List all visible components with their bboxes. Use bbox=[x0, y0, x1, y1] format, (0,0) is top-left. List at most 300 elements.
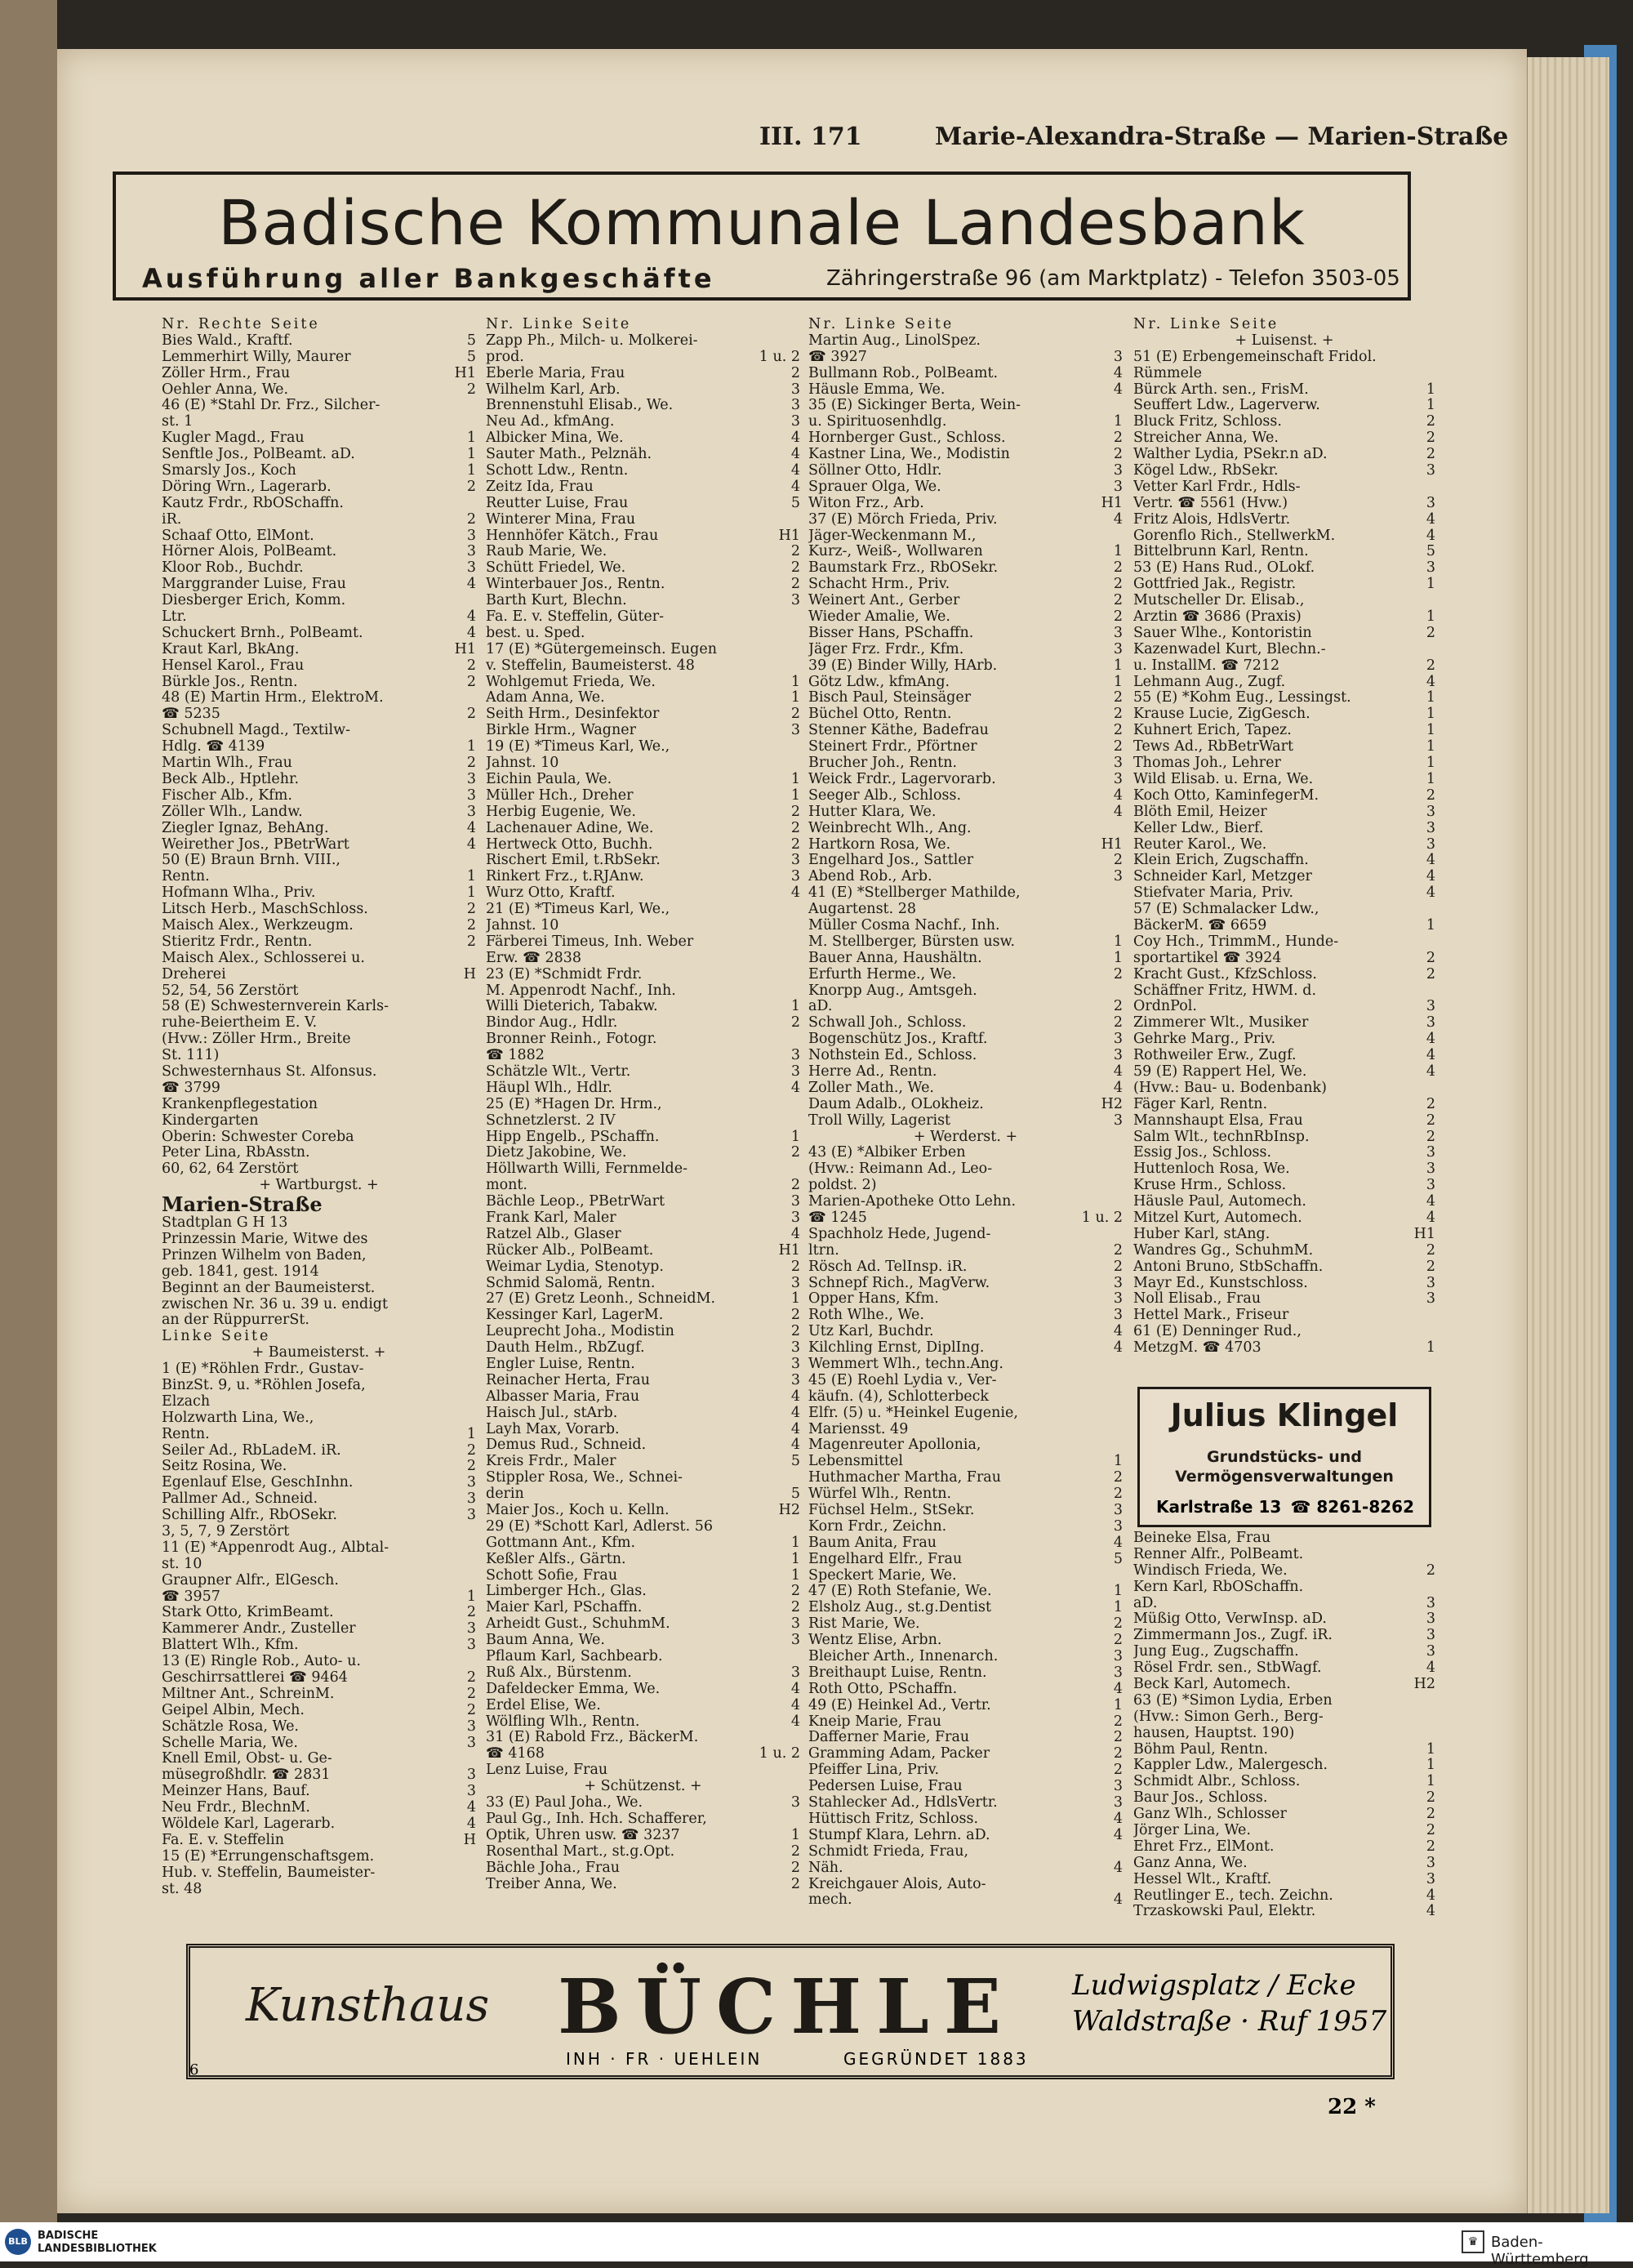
entry-floor: 1 bbox=[466, 447, 476, 463]
entry-text: 11 (E) *Appenrodt Aug., Albtal- bbox=[162, 1539, 389, 1556]
directory-entry bbox=[486, 1762, 800, 1779]
directory-entry bbox=[808, 739, 1123, 755]
entry-text: Lemmerhirt Willy, Maurer bbox=[162, 349, 351, 365]
entry-floor: 2 bbox=[1113, 430, 1123, 447]
directory-entry bbox=[486, 1389, 800, 1406]
entry-text: Bindor Aug., Hdlr. bbox=[486, 1015, 618, 1032]
entry-text: u. Spirituosenhdlg. bbox=[808, 414, 947, 430]
entry-floor: 1 bbox=[1426, 1340, 1435, 1357]
entry-floor: 3 bbox=[790, 869, 800, 885]
directory-entry bbox=[486, 528, 800, 545]
entry-floor: 1 bbox=[466, 885, 476, 902]
entry-text: BäckerM. ☎ 6659 bbox=[1133, 917, 1267, 933]
entry-floor: 4 bbox=[1426, 1048, 1435, 1064]
directory-entry bbox=[162, 398, 476, 414]
entry-text: Roth Otto, PSchaffn. bbox=[808, 1681, 958, 1697]
directory-entry bbox=[162, 317, 476, 333]
entry-text: Jahnst. 10 bbox=[486, 917, 559, 933]
entry-floor: 1 bbox=[1426, 398, 1435, 414]
entry-text: Speckert Marie, We. bbox=[808, 1567, 957, 1584]
directory-entry bbox=[486, 1844, 800, 1860]
entry-text: + Werderst. + bbox=[913, 1129, 1018, 1145]
directory-entry bbox=[808, 642, 1123, 658]
entry-text: Döring Wrn., Lagerarb. bbox=[162, 479, 331, 495]
directory-entry bbox=[162, 755, 476, 772]
entry-text: Häupl Wlh., Hdlr. bbox=[486, 1080, 612, 1096]
entry-text: Sprauer Olga, We. bbox=[808, 479, 941, 495]
entry-text: ☎ 3957 bbox=[162, 1588, 220, 1605]
entry-text: st. 10 bbox=[162, 1556, 202, 1572]
entry-text: M. Appenrodt Nachf., Inh. bbox=[486, 983, 676, 999]
entry-floor: 3 bbox=[1426, 1644, 1435, 1660]
entry-text: Beck Alb., Hptlehr. bbox=[162, 771, 300, 787]
directory-entry bbox=[486, 1649, 800, 1665]
entry-text: Zöller Wlh., Landw. bbox=[162, 804, 303, 820]
directory-entry bbox=[1133, 1758, 1435, 1774]
entry-text: Müller Cosma Nachf., Inh. bbox=[808, 917, 1000, 933]
entry-floor: 1 bbox=[466, 463, 476, 479]
directory-entry bbox=[808, 560, 1123, 577]
directory-entry bbox=[162, 1767, 476, 1784]
entry-floor: 2 bbox=[1113, 1259, 1123, 1275]
advert-klingel-name: Julius Klingel bbox=[1170, 1397, 1399, 1433]
entry-text: Witon Frz., Arb. bbox=[808, 495, 924, 511]
entry-floor: 3 bbox=[1113, 349, 1123, 365]
entry-text: Peter Lina, RbAsstn. bbox=[162, 1145, 310, 1161]
directory-entry bbox=[808, 1730, 1123, 1746]
entry-text: 60, 62, 64 Zerstört bbox=[162, 1161, 299, 1178]
entry-floor: 2 bbox=[466, 1459, 476, 1475]
entry-text: Kessinger Karl, LagerM. bbox=[486, 1308, 664, 1324]
entry-text: 3, 5, 7, 9 Zerstört bbox=[162, 1524, 290, 1540]
directory-entry bbox=[162, 1882, 476, 1898]
directory-entry bbox=[1133, 690, 1435, 706]
entry-text: Kappler Ldw., Malergesch. bbox=[1133, 1758, 1328, 1774]
entry-floor: 4 bbox=[1113, 1811, 1123, 1827]
directory-entry bbox=[486, 1259, 800, 1276]
entry-text: Huttenloch Rosa, We. bbox=[1133, 1161, 1290, 1178]
directory-entry bbox=[808, 366, 1123, 382]
entry-floor: 4 bbox=[1426, 1210, 1435, 1226]
entry-text: Weirether Jos., PBetrWart bbox=[162, 836, 349, 853]
entry-text: Breithaupt Luise, Rentn. bbox=[808, 1664, 987, 1681]
entry-text: Schnetzlerst. 2 IV bbox=[486, 1112, 616, 1129]
entry-floor: 3 bbox=[1113, 1518, 1123, 1535]
directory-entry bbox=[162, 837, 476, 853]
entry-text: Geipel Albin, Mech. bbox=[162, 1702, 305, 1718]
entry-text: Schwall Joh., Schloss. bbox=[808, 1015, 967, 1032]
entry-text: Ärztin ☎ 3686 (Praxis) bbox=[1133, 609, 1302, 626]
directory-entry bbox=[808, 544, 1123, 560]
entry-floor: 3 bbox=[1113, 479, 1123, 495]
directory-entry bbox=[162, 999, 476, 1015]
entry-floor: 3 bbox=[790, 1048, 800, 1064]
directory-entry bbox=[1133, 853, 1435, 869]
directory-entry bbox=[486, 479, 800, 496]
directory-entry bbox=[486, 1194, 800, 1210]
entry-floor: 3 bbox=[466, 1735, 476, 1751]
directory-entry bbox=[162, 512, 476, 528]
directory-entry bbox=[808, 1389, 1123, 1406]
directory-entry bbox=[162, 1264, 476, 1281]
entry-text: Raub Marie, We. bbox=[486, 544, 607, 560]
entry-floor: 2 bbox=[1426, 447, 1435, 463]
directory-entry bbox=[808, 414, 1123, 430]
entry-floor: 4 bbox=[1113, 1063, 1123, 1080]
directory-entry bbox=[486, 772, 800, 788]
directory-entry bbox=[1133, 366, 1435, 382]
entry-text: Nr. Linke Seite bbox=[808, 317, 954, 332]
entry-text: Kuhnert Erich, Tapez. bbox=[1133, 723, 1292, 739]
directory-entry bbox=[808, 1454, 1123, 1470]
entry-text: Fischer Alb., Kfm. bbox=[162, 787, 292, 804]
entry-text: Kern Karl, RbOSchaffn. bbox=[1133, 1579, 1304, 1595]
directory-entry bbox=[1133, 1161, 1435, 1178]
entry-floor: 2 bbox=[790, 1600, 800, 1616]
entry-text: Müller Hch., Dreher bbox=[486, 787, 634, 804]
entry-text: Mayr Ed., Kunstschloss. bbox=[1133, 1275, 1308, 1291]
entry-floor: 1 bbox=[790, 690, 800, 706]
entry-floor: 3 bbox=[1426, 1161, 1435, 1178]
entry-floor: 2 bbox=[1426, 950, 1435, 966]
directory-entry bbox=[486, 885, 800, 902]
entry-text: Vetter Karl Frdr., Hdls- bbox=[1133, 479, 1301, 495]
directory-entry bbox=[808, 1714, 1123, 1731]
entry-text: Pallmer Ad., Schneid. bbox=[162, 1491, 318, 1508]
entry-floor: 1 bbox=[790, 1129, 800, 1145]
entry-floor: 2 bbox=[1113, 1730, 1123, 1746]
entry-text: Stieritz Frdr., Rentn. bbox=[162, 933, 313, 950]
entry-text: Schmid Salomä, Rentn. bbox=[486, 1275, 656, 1291]
entry-text: Jäger Frz. Frdr., Kfm. bbox=[808, 641, 964, 657]
entry-floor: 2 bbox=[1113, 853, 1123, 869]
entry-floor: 3 bbox=[466, 787, 476, 804]
directory-entry bbox=[486, 430, 800, 447]
directory-entry bbox=[162, 1621, 476, 1638]
entry-text: 41 (E) *Stellberger Mathilde, bbox=[808, 885, 1021, 902]
directory-entry bbox=[808, 1308, 1123, 1324]
entry-text: Winterer Mina, Frau bbox=[486, 511, 636, 528]
entry-text: Brennenstuhl Elisab., We. bbox=[486, 398, 674, 414]
directory-entry bbox=[162, 1329, 476, 1345]
entry-floor: 2 bbox=[466, 511, 476, 528]
column-4-continued bbox=[1133, 1531, 1435, 1920]
entry-text: Stahlecker Ad., HdlsVertr. bbox=[808, 1795, 998, 1811]
entry-text: (Hvw.: Zöller Hrm., Breite bbox=[162, 1032, 351, 1048]
entry-text: Hub. v. Steffelin, Baumeister- bbox=[162, 1865, 376, 1881]
directory-entry bbox=[1133, 1807, 1435, 1823]
directory-entry bbox=[808, 690, 1123, 706]
entry-floor: 4 bbox=[790, 463, 800, 479]
entry-text: Rosenthal Mart., st.g.Opt. bbox=[486, 1843, 675, 1860]
entry-floor: 4 bbox=[1113, 365, 1123, 381]
entry-floor: 4 bbox=[1113, 804, 1123, 820]
entry-text: Schott Ldw., Rentn. bbox=[486, 463, 629, 479]
directory-entry bbox=[486, 1032, 800, 1048]
entry-floor: 4 bbox=[1426, 1887, 1435, 1904]
entry-floor: 2 bbox=[1426, 1129, 1435, 1145]
entry-text: Kautz Frdr., RbOSchaffn. bbox=[162, 495, 344, 511]
entry-text: Schütt Friedel, We. bbox=[486, 560, 626, 577]
state-name[interactable]: Baden-Württemberg bbox=[1491, 2234, 1589, 2268]
entry-floor: 3 bbox=[1113, 641, 1123, 657]
directory-entry bbox=[808, 1779, 1123, 1795]
directory-entry bbox=[1133, 755, 1435, 772]
directory-entry bbox=[1133, 1611, 1435, 1628]
directory-entry bbox=[162, 1410, 476, 1427]
blb-logo-icon[interactable]: BLB bbox=[5, 2229, 31, 2255]
entry-text: ruhe-Beiertheim E. V. bbox=[162, 1015, 318, 1032]
entry-floor: 3 bbox=[790, 853, 800, 869]
directory-entry bbox=[808, 479, 1123, 496]
entry-text: Willi Dieterich, Tabakw. bbox=[486, 999, 658, 1015]
directory-entry bbox=[486, 463, 800, 479]
entry-floor: 2 bbox=[1426, 657, 1435, 674]
directory-entry bbox=[162, 967, 476, 983]
directory-entry bbox=[486, 1503, 800, 1519]
entry-text: u. InstallM. ☎ 7212 bbox=[1133, 657, 1280, 674]
directory-entry bbox=[808, 1276, 1123, 1292]
entry-floor: 4 bbox=[1426, 511, 1435, 528]
entry-floor: 2 bbox=[1426, 1807, 1435, 1823]
entry-text: Sauter Math., Pelznäh. bbox=[486, 447, 652, 463]
directory-entry bbox=[1133, 626, 1435, 642]
entry-text: + Wartburgst. + bbox=[259, 1178, 379, 1194]
entry-text: Windisch Frieda, We. bbox=[1133, 1562, 1288, 1579]
entry-text: Wandres Gg., SchuhmM. bbox=[1133, 1242, 1314, 1259]
entry-floor: 2 bbox=[1426, 625, 1435, 641]
directory-entry bbox=[162, 1215, 476, 1232]
directory-entry bbox=[162, 479, 476, 496]
entry-floor: 1 bbox=[790, 1551, 800, 1567]
entry-floor: 2 bbox=[466, 1686, 476, 1702]
directory-entry bbox=[162, 690, 476, 706]
directory-entry bbox=[1133, 1064, 1435, 1081]
entry-floor: 4 bbox=[1113, 1324, 1123, 1340]
entry-text: Prinzessin Marie, Witwe des bbox=[162, 1231, 368, 1247]
directory-entry bbox=[1133, 1178, 1435, 1194]
entry-text: Eichin Paula, We. bbox=[486, 771, 612, 787]
directory-entry bbox=[808, 1032, 1123, 1048]
entry-text: Schubnell Magd., Textilw- bbox=[162, 723, 351, 739]
directory-entry bbox=[162, 1032, 476, 1048]
entry-text: Schwesternhaus St. Alfonsus. bbox=[162, 1063, 377, 1080]
entry-floor: 1 bbox=[466, 739, 476, 755]
entry-text: Noll Elisab., Frau bbox=[1133, 1291, 1261, 1308]
entry-text: Hessel Wlt., Kraftf. bbox=[1133, 1871, 1272, 1887]
directory-entry bbox=[486, 1568, 800, 1584]
entry-text: Baum Anna, We. bbox=[486, 1633, 605, 1649]
entry-text: Müßig Otto, VerwInsp. aD. bbox=[1133, 1611, 1327, 1628]
entry-floor: 1 bbox=[1113, 933, 1123, 950]
entry-text: Ehret Frz., ElMont. bbox=[1133, 1838, 1275, 1855]
entry-floor: 4 bbox=[466, 609, 476, 626]
entry-floor: 2 bbox=[790, 804, 800, 820]
entry-text: Prinzen Wilhelm von Baden, bbox=[162, 1247, 367, 1263]
entry-text: Marggrander Luise, Frau bbox=[162, 577, 346, 593]
directory-entry bbox=[808, 1422, 1123, 1438]
entry-floor: 1 bbox=[1113, 1600, 1123, 1616]
entry-text: Kloor Rob., Buchdr. bbox=[162, 560, 304, 577]
directory-entry bbox=[808, 1698, 1123, 1714]
entry-text: Weimar Lydia, Stenotyp. bbox=[486, 1259, 664, 1275]
entry-floor: 3 bbox=[1113, 1795, 1123, 1811]
entry-floor: 1 bbox=[1113, 1697, 1123, 1713]
entry-text: Maier Jos., Koch u. Kelln. bbox=[486, 1503, 670, 1519]
directory-entry bbox=[162, 918, 476, 934]
entry-floor: 3 bbox=[1426, 1275, 1435, 1291]
entry-floor: 3 bbox=[1113, 1308, 1123, 1324]
entry-floor: 1 bbox=[466, 1588, 476, 1605]
directory-entry bbox=[486, 1714, 800, 1731]
entry-floor: 2 bbox=[790, 1178, 800, 1194]
directory-entry bbox=[808, 1291, 1123, 1308]
directory-entry bbox=[1133, 885, 1435, 902]
entry-text: Lebensmittel bbox=[808, 1454, 903, 1470]
directory-entry bbox=[808, 1552, 1123, 1568]
entry-floor: 2 bbox=[466, 1702, 476, 1718]
entry-text: 29 (E) *Schott Karl, Adlerst. 56 bbox=[486, 1518, 713, 1535]
entry-text: Dafferner Marie, Frau bbox=[808, 1730, 970, 1746]
directory-entry bbox=[1133, 1726, 1435, 1742]
directory-entry bbox=[808, 1877, 1123, 1893]
entry-floor: 1 bbox=[1113, 950, 1123, 966]
directory-entry bbox=[808, 1762, 1123, 1779]
entry-text: 33 (E) Paul Joha., We. bbox=[486, 1795, 643, 1811]
entry-floor: 3 bbox=[1113, 1032, 1123, 1048]
entry-text: Zimmerer Wlt., Musiker bbox=[1133, 1015, 1309, 1032]
entry-text: Gottmann Ant., Kfm. bbox=[486, 1535, 636, 1551]
entry-text: Wohlgemut Frieda, We. bbox=[486, 674, 656, 690]
directory-entry bbox=[808, 675, 1123, 691]
directory-entry bbox=[808, 463, 1123, 479]
directory-entry bbox=[162, 414, 476, 430]
entry-text: Schneider Karl, Metzger bbox=[1133, 869, 1312, 885]
entry-floor: 2 bbox=[1426, 787, 1435, 804]
directory-entry bbox=[1133, 593, 1435, 609]
directory-entry bbox=[486, 1015, 800, 1032]
entry-text: ltrn. bbox=[808, 1242, 839, 1259]
entry-text: Bronner Reinh., Fotogr. bbox=[486, 1032, 657, 1048]
entry-floor: 2 bbox=[1426, 1242, 1435, 1259]
entry-floor: 2 bbox=[466, 657, 476, 674]
directory-entry bbox=[1133, 869, 1435, 885]
entry-text: ☎ 4168 bbox=[486, 1746, 545, 1762]
directory-entry bbox=[1133, 658, 1435, 675]
entry-floor: 2 bbox=[1113, 1470, 1123, 1486]
directory-entry bbox=[162, 577, 476, 593]
directory-entry bbox=[486, 1437, 800, 1454]
entry-floor: 2 bbox=[790, 1584, 800, 1600]
directory-entry bbox=[486, 1633, 800, 1649]
entry-floor: 3 bbox=[466, 1621, 476, 1638]
entry-floor: 2 bbox=[1113, 1486, 1123, 1503]
directory-entry bbox=[486, 967, 800, 983]
directory-entry bbox=[808, 804, 1123, 821]
entry-text: Rücker Alb., PolBeamt. bbox=[486, 1242, 654, 1259]
directory-entry bbox=[808, 1860, 1123, 1877]
entry-text: 37 (E) Mörch Frieda, Priv. bbox=[808, 511, 998, 528]
directory-entry bbox=[808, 577, 1123, 593]
directory-entry bbox=[808, 1178, 1123, 1194]
entry-text: Elzach bbox=[162, 1393, 211, 1410]
entry-text: Meinzer Hans, Bauf. bbox=[162, 1784, 310, 1800]
entry-text: Elfr. (5) u. *Heinkel Eugenie, bbox=[808, 1405, 1018, 1421]
entry-text: (Hvw.: Bau- u. Bodenbank) bbox=[1133, 1080, 1327, 1096]
directory-entry bbox=[1133, 1774, 1435, 1790]
entry-text: Zoller Math., We. bbox=[808, 1080, 934, 1096]
entry-floor: 1 bbox=[790, 1291, 800, 1308]
entry-floor: 1 bbox=[790, 1567, 800, 1584]
entry-floor: 4 bbox=[466, 577, 476, 593]
entry-text: Bogenschütz Jos., Kraftf. bbox=[808, 1032, 988, 1048]
entry-floor: 2 bbox=[790, 836, 800, 853]
directory-entry bbox=[486, 560, 800, 577]
entry-floor: 2 bbox=[1113, 593, 1123, 609]
entry-text: poldst. 2) bbox=[808, 1178, 877, 1194]
advert-kunsthaus-address-1: Ludwigsplatz / Ecke bbox=[1072, 1969, 1356, 2002]
entry-floor: 2 bbox=[790, 1308, 800, 1324]
entry-floor: 3 bbox=[1426, 804, 1435, 820]
directory-entry bbox=[1133, 1130, 1435, 1146]
directory-entry bbox=[1133, 706, 1435, 723]
entry-floor: 3 bbox=[1426, 1871, 1435, 1887]
directory-entry bbox=[808, 382, 1123, 399]
directory-entry bbox=[162, 675, 476, 691]
entry-text: Herre Ad., Rentn. bbox=[808, 1063, 937, 1080]
entry-floor: 2 bbox=[466, 706, 476, 723]
directory-entry bbox=[808, 1682, 1123, 1698]
column-2 bbox=[486, 317, 800, 1892]
entry-floor: 4 bbox=[790, 885, 800, 902]
entry-floor: 3 bbox=[1426, 1611, 1435, 1628]
directory-entry bbox=[486, 1730, 800, 1746]
directory-entry bbox=[486, 999, 800, 1015]
directory-entry bbox=[486, 398, 800, 414]
entry-floor: 4 bbox=[1113, 1827, 1123, 1843]
directory-entry bbox=[162, 902, 476, 918]
directory-entry bbox=[162, 1865, 476, 1882]
directory-entry bbox=[1133, 1531, 1435, 1547]
entry-text: Pedersen Luise, Frau bbox=[808, 1779, 963, 1795]
entry-floor: 1 bbox=[1426, 577, 1435, 593]
directory-entry bbox=[808, 1828, 1123, 1844]
entry-floor: 3 bbox=[1426, 999, 1435, 1015]
entry-text: Koch Otto, KaminfegerM. bbox=[1133, 787, 1319, 804]
entry-text: müsegroßhdlr. ☎ 2831 bbox=[162, 1767, 331, 1784]
entry-text: Roth Wlhe., We. bbox=[808, 1308, 924, 1324]
entry-text: iR. bbox=[162, 511, 182, 528]
entry-text: Höllwarth Willi, Fernmelde- bbox=[486, 1161, 688, 1178]
entry-floor: 3 bbox=[790, 1275, 800, 1291]
directory-entry bbox=[808, 1535, 1123, 1552]
directory-entry bbox=[162, 366, 476, 382]
entry-floor: 4 bbox=[1113, 1340, 1123, 1357]
entry-floor: 3 bbox=[790, 593, 800, 609]
directory-entry bbox=[808, 1048, 1123, 1064]
page-stack-edge bbox=[1527, 57, 1609, 2213]
entry-text: Jahnst. 10 bbox=[486, 755, 559, 772]
entry-text: Näh. bbox=[808, 1860, 843, 1876]
directory-entry bbox=[486, 1698, 800, 1714]
entry-text: hausen, Hauptst. 190) bbox=[1133, 1725, 1295, 1741]
directory-entry bbox=[808, 1243, 1123, 1259]
entry-text: Seuffert Ldw., Lagerverw. bbox=[1133, 398, 1320, 414]
advert-klingel-address: Karlstraße 13 bbox=[1156, 1497, 1282, 1517]
entry-floor: 1 bbox=[1426, 381, 1435, 398]
entry-text: 23 (E) *Schmidt Frdr. bbox=[486, 966, 643, 983]
entry-text: Hipp Engelb., PSchaffn. bbox=[486, 1129, 660, 1145]
